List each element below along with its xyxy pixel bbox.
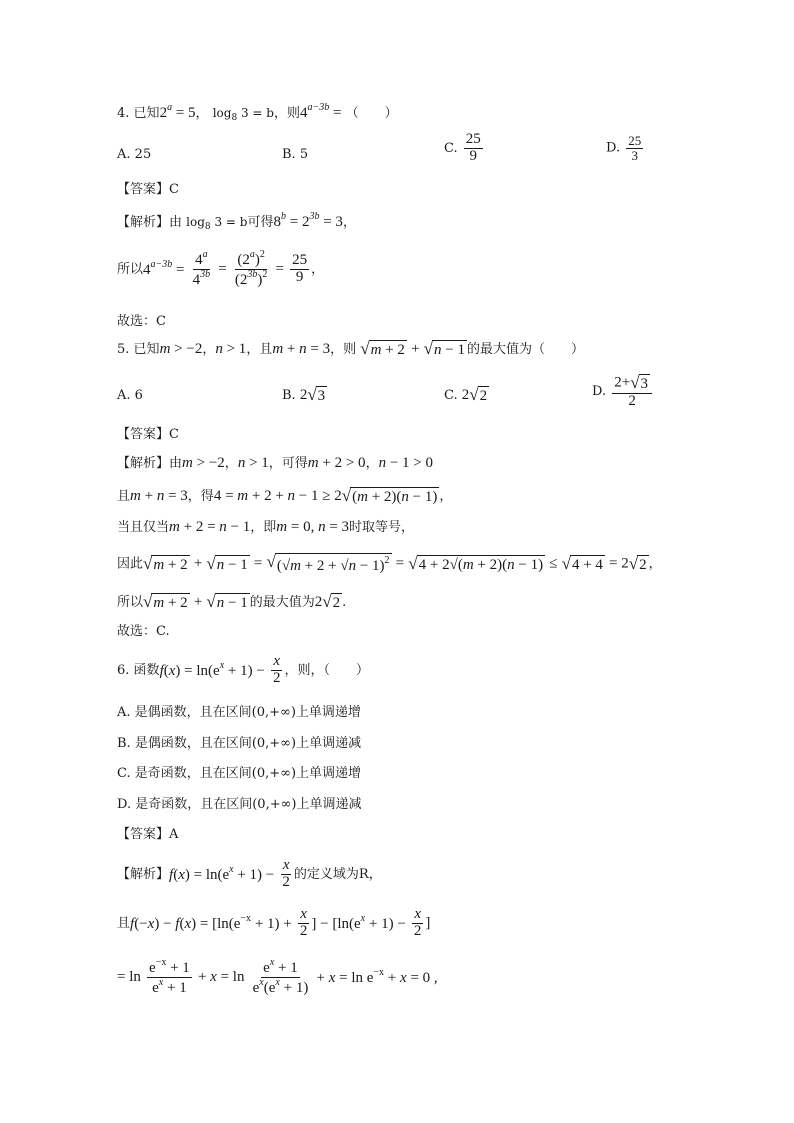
q5-analysis-line1: 【解析】由m > −2，n > 1，可得m + 2 > 0，n − 1 > 0 [117, 455, 433, 471]
q5-option-a: A. 6 [117, 388, 143, 403]
q5-stem: 5. 已知m > −2，n > 1，且m + n = 3，则 √ m + 2 + √ n − 1 的最大值为（ ） [117, 339, 584, 358]
q5-analysis-line2: 且m + n = 3，得4 = m + 2 + n − 1 ≥ 2 √ (m + 2)(n − 1) ， [117, 486, 453, 505]
q4-choose: 故选：C [117, 314, 166, 329]
q5-choose: 故选：C. [117, 624, 170, 639]
q4-option-b: B. 5 [282, 147, 309, 162]
q6-analysis-line3: = ln $\frac{e^{-x} + 1}{e^x + 1}$ + x = ln $\frac{e^x + 1}{e^x(e^x + 1)}$ + $x = \ln e^{-x} + x = 0$ , [117, 957, 438, 996]
q6-option-a: A. 是偶函数，且在区间(0,+∞)上单调递增 [117, 705, 361, 720]
q4-option-d: D. $\frac{25}{3}$ [606, 133, 642, 163]
q5-answer: 【答案】C [117, 427, 179, 442]
question-number: 4. [117, 106, 130, 121]
q5-analysis-line5: 所以 √ m + 2 + √ n − 1 的最大值为2 √ 2 . [117, 592, 347, 611]
q5-option-c: C. 2 √ 2 [444, 385, 488, 404]
q6-analysis-line1: 【解析】$f(x) = \ln(e^x + 1)$ − $\frac{x}{2}$ 的定义域为R， [117, 857, 382, 890]
q6-stem: 6. 函数$f(x) = \ln(e^x + 1)$ − $\frac{x}{2}$ ，则，（ ） [117, 653, 369, 686]
q4-analysis-line1: 【解析】由 $\log_8 3 = b$可得$8^b = 2^{3b} = 3$， [117, 211, 356, 232]
q5-analysis-line4: 因此 √ m + 2 + √ n − 1 = √ $(√m + 2 + √n - 1)^2$ = √ 4 + 2√(m + 2)(n − 1) ≤ √ 4 + 4 = 2 √ 2 ， [117, 552, 662, 574]
q5-option-d: D. 2+ √ 3 2 [592, 374, 654, 409]
q4-stem: 4. 已知$2^a = 5$， $\log_8 3 = b$，则$4^{a-3b}$ = （ ） [117, 102, 398, 123]
q6-option-d: D. 是奇函数，且在区间(0,+∞)上单调递减 [117, 797, 362, 812]
q4-option-a: A. 25 [117, 147, 152, 162]
q5-analysis-line3: 当且仅当m + 2 = n − 1，即m = 0, n = 3时取等号， [117, 519, 415, 535]
q5-option-b: B. 2 √ 3 [282, 385, 326, 404]
q6-analysis-line2: 且$f(-x) - f(x) = [\ln(e^{-x} + 1)$ + $\frac{x}{2}$ ] − [$\ln(e^x + 1)$ − $\frac{x}{2}$ ] [117, 906, 431, 939]
q4-option-c: C. $\frac{25}{9}$ [444, 131, 481, 164]
q6-option-c: C. 是奇函数，且在区间(0,+∞)上单调递增 [117, 766, 362, 781]
q4-analysis-line2: 所以$4^{a-3b}$ = $\frac{4^a}{4^{3b}}$ = $\frac{(2^a)^2}{(2^{3b})^2}$ = $\frac{25}{9}$ ， [117, 249, 325, 288]
q6-option-b: B. 是偶函数，且在区间(0,+∞)上单调递减 [117, 736, 362, 751]
q6-answer: 【答案】A [117, 827, 179, 842]
q4-answer: 【答案】C [117, 182, 179, 197]
